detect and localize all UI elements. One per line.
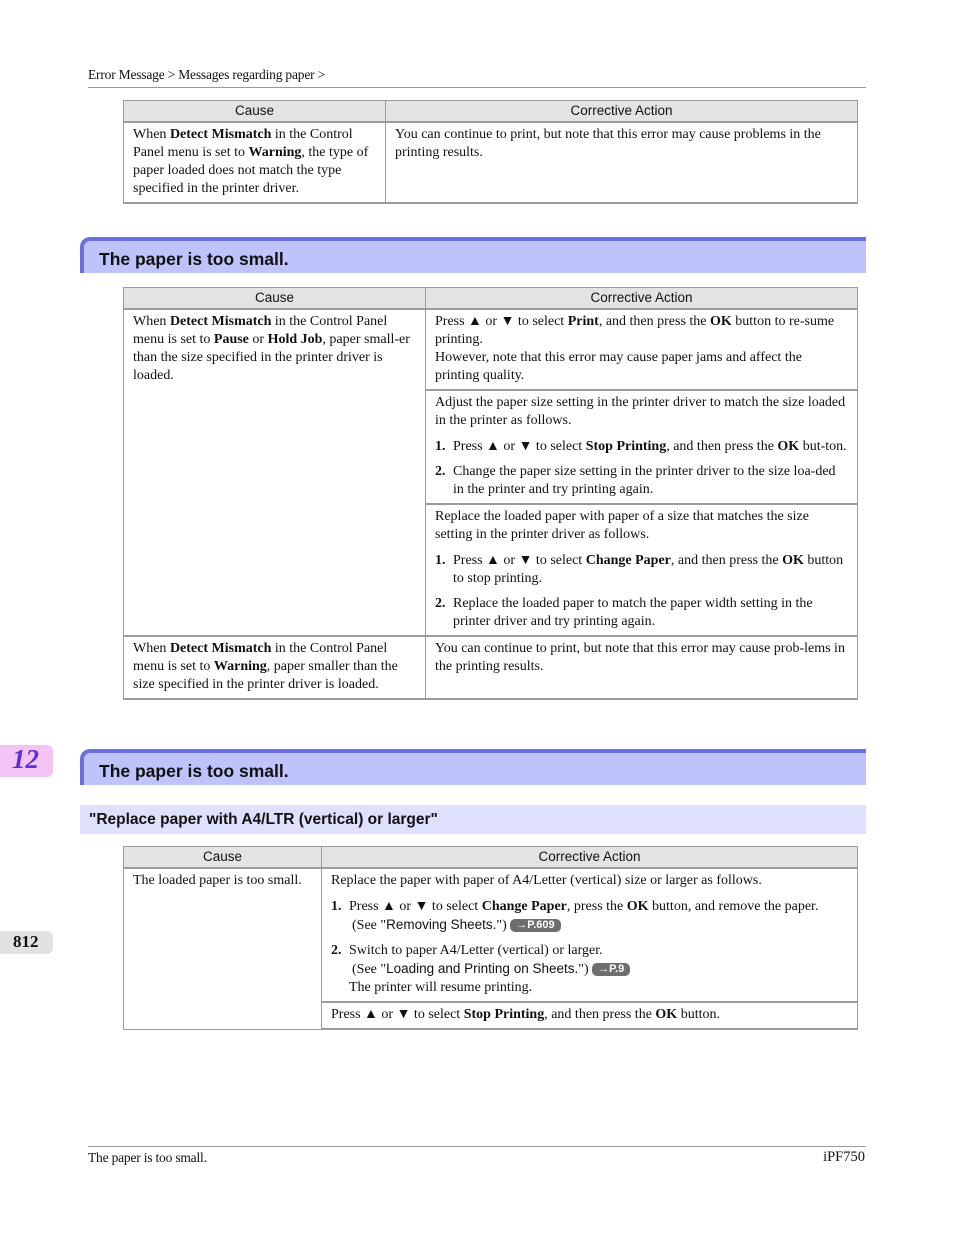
column-header-cause: Cause	[124, 847, 322, 869]
link-removing-sheets[interactable]: Removing Sheets.	[386, 917, 497, 932]
cause-cell: When Detect Mismatch in the Control Panel menu is set to Pause or Hold Job, paper small-er than the size specified in the printer driver is loaded.	[124, 309, 426, 636]
list-item: 2. Switch to paper A4/Letter (vertical) or larger. (See "Loading and Printing on Sheets.") →P.9 The printer will resume printing.	[331, 942, 848, 997]
table-row	[124, 309, 858, 390]
table-row	[124, 122, 858, 203]
link-loading-and-printing[interactable]: Loading and Printing on Sheets.	[386, 961, 579, 976]
subsection-title: "Replace paper with A4/LTR (vertical) or larger"	[89, 811, 438, 828]
list-item: 2. Replace the loaded paper to match the paper width setting in the printer driver and try printing again.	[435, 596, 813, 629]
list-item: 1. Press ▲ or ▼ to select Stop Printing, and then press the OK but-ton.	[435, 439, 847, 454]
page-reference-link[interactable]: →P.9	[592, 963, 630, 976]
table-row	[124, 868, 858, 1002]
table-row	[124, 636, 858, 699]
footer-rule	[88, 1146, 866, 1147]
chapter-number: 12	[12, 744, 39, 774]
section-heading-paper-too-small	[80, 237, 866, 273]
cause-action-table-top	[123, 100, 858, 204]
column-header-action: Corrective Action	[386, 101, 858, 123]
breadcrumb: Error Message > Messages regarding paper >	[88, 67, 325, 82]
list-item: 1. Press ▲ or ▼ to select Change Paper, press the OK button, and remove the paper. (See "Removing Sheets.") →P.609	[331, 899, 819, 933]
steps-list	[435, 438, 848, 499]
steps-list	[435, 552, 848, 631]
cause-action-table-section1	[123, 287, 858, 700]
steps-list	[331, 898, 848, 997]
action-cell: Adjust the paper size setting in the printer driver to match the size loaded in the printer as follows. 1. Press ▲ or ▼ to select Stop Printing, and then press the OK but-ton. 2. Change the paper size setting in the printer driver to the size loa-ded in the printer and try printing again.	[426, 390, 858, 504]
page-reference-link[interactable]: →P.609	[510, 919, 560, 932]
action-cell: Press ▲ or ▼ to select Stop Printing, and then press the OK button.	[322, 1002, 858, 1029]
action-cell: You can continue to print, but note that this error may cause prob-lems in the printing results.	[426, 636, 858, 699]
section-title: The paper is too small.	[99, 761, 289, 781]
action-cell: Replace the paper with paper of A4/Letter (vertical) size or larger as follows. 1. Press ▲ or ▼ to select Change Paper, press the OK button, and remove the paper. (See "Removing Sheets.") →P.609 2. Switch to paper A4/Letter (vertical) or larger. (See "Loading and Printing on Sheets.") →P.9 The printer will resume printing.	[322, 868, 858, 1002]
cause-cell: The loaded paper is too small.	[124, 868, 322, 1029]
action-cell: Press ▲ or ▼ to select Print, and then press the OK button to re-sume printing. However, note that this error may cause paper jams and affect the printing quality.	[426, 309, 858, 390]
header-rule	[88, 87, 866, 88]
cause-cell: When Detect Mismatch in the Control Panel menu is set to Warning, the type of paper loaded does not match the type specified in the printer driver.	[124, 122, 386, 203]
column-header-action: Corrective Action	[426, 288, 858, 310]
page-number-tab	[0, 931, 53, 954]
list-item: 2. Change the paper size setting in the printer driver to the size loa-ded in the printer and try printing again.	[435, 464, 836, 497]
action-cell: Replace the loaded paper with paper of a size that matches the size setting in the printer driver as follows. 1. Press ▲ or ▼ to select Change Paper, and then press the OK button to stop printing. 2. Replace the loaded paper to match the paper width setting in the printer driver and try printing again.	[426, 504, 858, 636]
subsection-heading	[80, 805, 866, 834]
list-item: 1. Press ▲ or ▼ to select Change Paper, and then press the OK button to stop printing.	[435, 553, 844, 586]
column-header-cause: Cause	[124, 288, 426, 310]
chapter-tab[interactable]	[0, 745, 53, 777]
column-header-action: Corrective Action	[322, 847, 858, 869]
footer-model: iPF750	[823, 1149, 865, 1165]
section-title: The paper is too small.	[99, 249, 289, 269]
cause-action-table-section2	[123, 846, 858, 1030]
cause-cell: When Detect Mismatch in the Control Panel menu is set to Warning, paper smaller than the size specified in the printer driver is loaded.	[124, 636, 426, 699]
action-cell: You can continue to print, but note that this error may cause problems in the printing results.	[386, 122, 858, 203]
page-number: 812	[13, 932, 39, 951]
section-heading-paper-too-small-2	[80, 749, 866, 785]
footer-title: The paper is too small.	[88, 1150, 207, 1165]
column-header-cause: Cause	[124, 101, 386, 123]
